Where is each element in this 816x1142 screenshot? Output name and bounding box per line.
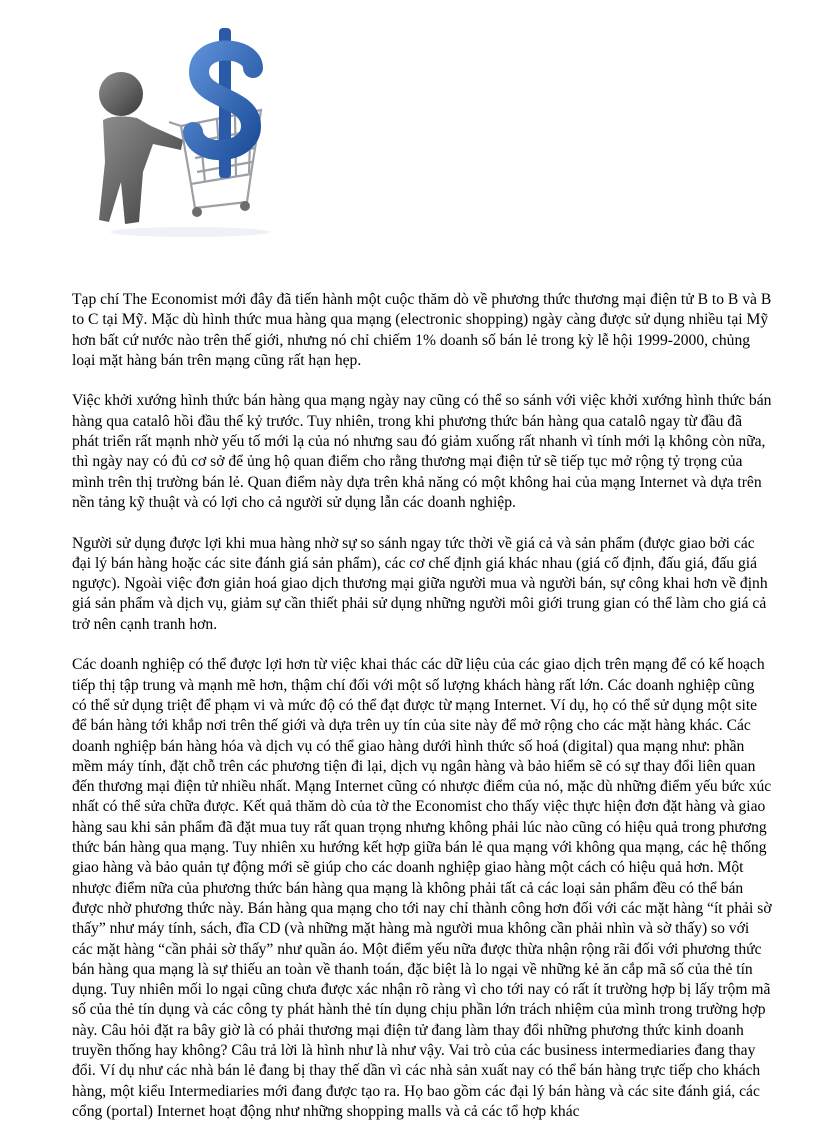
paragraph: Việc khởi xướng hình thức bán hàng qua mạng ngày nay cũng có thể so sánh với việc khởi xướng hình thức bán hàng qua catalô hồi đầu thế kỷ trước. Tuy nhiên, trong khi phương thức bán hàng qua catalô ngay từ đầu đã phát triển rất mạnh nhờ yếu tố mới lạ của nó nhưng sau đó giảm xuống rất nhanh vì tính mới lạ không còn nữa, thì ngày nay có đủ cơ sở để ủng hộ quan điểm cho rằng thương mại điện tử sẽ tiếp tục mở rộng tỷ trọng của mình trên thị trường bán lẻ. Quan điểm này dựa trên khả năng có một không hai của mạng Internet và dựa trên nền tảng kỹ thuật và có lợi cho cả người sử dụng lẫn các doanh nghiệp. — [72, 392, 772, 511]
figure-body — [99, 116, 183, 224]
paragraph: Người sử dụng được lợi khi mua hàng nhờ sự so sánh ngay tức thời về giá cả và sản phẩm (được giao bởi các đại lý bán hàng hoặc các site đánh giá sản phẩm), các cơ chế định giá khác nhau (giá cố định, đấu giá, đấu giá ngược). Ngoài việc đơn giản hoá giao dịch thương mại giữa người mua và người bán, sự công khai hơn về định giá sản phẩm và dịch vụ, giảm sự cần thiết phải sử dụng những người môi giới trung gian có thể làm cho giá cả trở nên cạnh tranh hơn. — [72, 534, 768, 633]
paragraph: Tạp chí The Economist mới đây đã tiến hành một cuộc thăm dò về phương thức thương mại điện tử B to B và B to C tại Mỹ. Mặc dù hình thức mua hàng qua mạng (electronic shopping) ngày càng được sử dụng nhiều tại Mỹ hơn bất cứ nước nào trên thế giới, nhưng nó chỉ chiếm 1% doanh số bán lẻ trong kỳ lễ hội 1999-2000, chủng loại mặt hàng bán trên mạng cũng rất hạn hẹp. — [72, 291, 772, 369]
shopping-cart-dollar-illustration — [95, 22, 270, 244]
dollar-sign-icon — [193, 28, 253, 178]
article-body — [72, 290, 772, 1142]
figure-head — [99, 72, 143, 116]
paragraph: Các doanh nghiệp có thể được lợi hơn từ việc khai thác các dữ liệu của các giao dịch trên mạng để có kế hoạch tiếp thị tập trung và mạnh mẽ hơn, thậm chí đối với một số lượng khách hàng rất lớn. Các doanh nghiệp cũng có thể sử dụng triệt để phạm vi và mức độ có thể đạt được từ mạng Internet. Ví dụ, họ có thể sử dụng một site để bán hàng tới khắp nơi trên thế giới và dựa trên uy tín của site này để mở rộng cho các mặt hàng khác. Các doanh nghiệp bán hàng hóa và dịch vụ có thể giao hàng dưới hình thức số hoá (digital) qua mạng như: phần mềm máy tính, đặt chỗ trên các phương tiện đi lại, dịch vụ ngân hàng và bảo hiểm sẽ có sự thay đổi liên quan đến thương mại điện tử nhiều nhất. Mạng Internet cũng có nhược điểm của nó, mặc dù những điểm yếu bức xúc nhất có thể sửa chữa được. Kết quả thăm dò của tờ the Economist cho thấy việc thực hiện đơn đặt hàng và giao hàng sau khi sản phẩm đã đặt mua tuy rất quan trọng nhưng không phải lúc nào cũng có hiệu quả trong phương thức bán hàng qua mạng. Tuy nhiên xu hướng kết hợp giữa bán lẻ qua mạng với không qua mạng, các hệ thống giao hàng và bảo quản tự động mới sẽ giúp cho các doanh nghiệp giao hàng một cách có hiệu quả hơn. Một nhược điểm nữa của phương thức bán hàng qua mạng là không phải tất cả các loại sản phẩm đều có thể bán được nhờ phương thức này. Bán hàng qua mạng cho tới nay chỉ thành công hơn đối với các mặt hàng “ít phải sờ thấy” như máy tính, sách, đĩa CD (và những mặt hàng mà người mua không cần phải nhìn và sờ thấy) so với các mặt hàng “cần phải sờ thấy” như quần áo. Một điểm yếu nữa được thừa nhận rộng rãi đối với phương thức bán hàng qua mạng là sự thiếu an toàn về thanh toán, đặc biệt là lo ngại về những kẻ ăn cắp mã số của thẻ tín dụng. Tuy nhiên mối lo ngại cũng chưa được xác nhận rõ ràng vì cho tới nay có rất ít trường hợp bị lấy trộm mã số của thẻ tín dụng và các công ty phát hành thẻ tín dụng chịu phần lớn trách nhiệm của mình trong trường hợp này. Câu hỏi đặt ra bây giờ là có phải thương mại điện tử đang làm thay đổi những phương thức kinh doanh truyền thống hay không? Câu trả lời là hình như là như vậy. Vai trò của các business intermediaries đang thay đổi. Ví dụ như các nhà bán lẻ đang bị thay thế dần vì các nhà sản xuất nay có thể bán hàng trực tiếp cho khách hàng, một kiểu Intermediaries mới đang được tạo ra. Họ bao gồm các đại lý bán hàng và các site đánh giá, các cổng (portal) Internet hoạt động như những shopping malls và cả các tổ hợp khác — [72, 656, 772, 1120]
